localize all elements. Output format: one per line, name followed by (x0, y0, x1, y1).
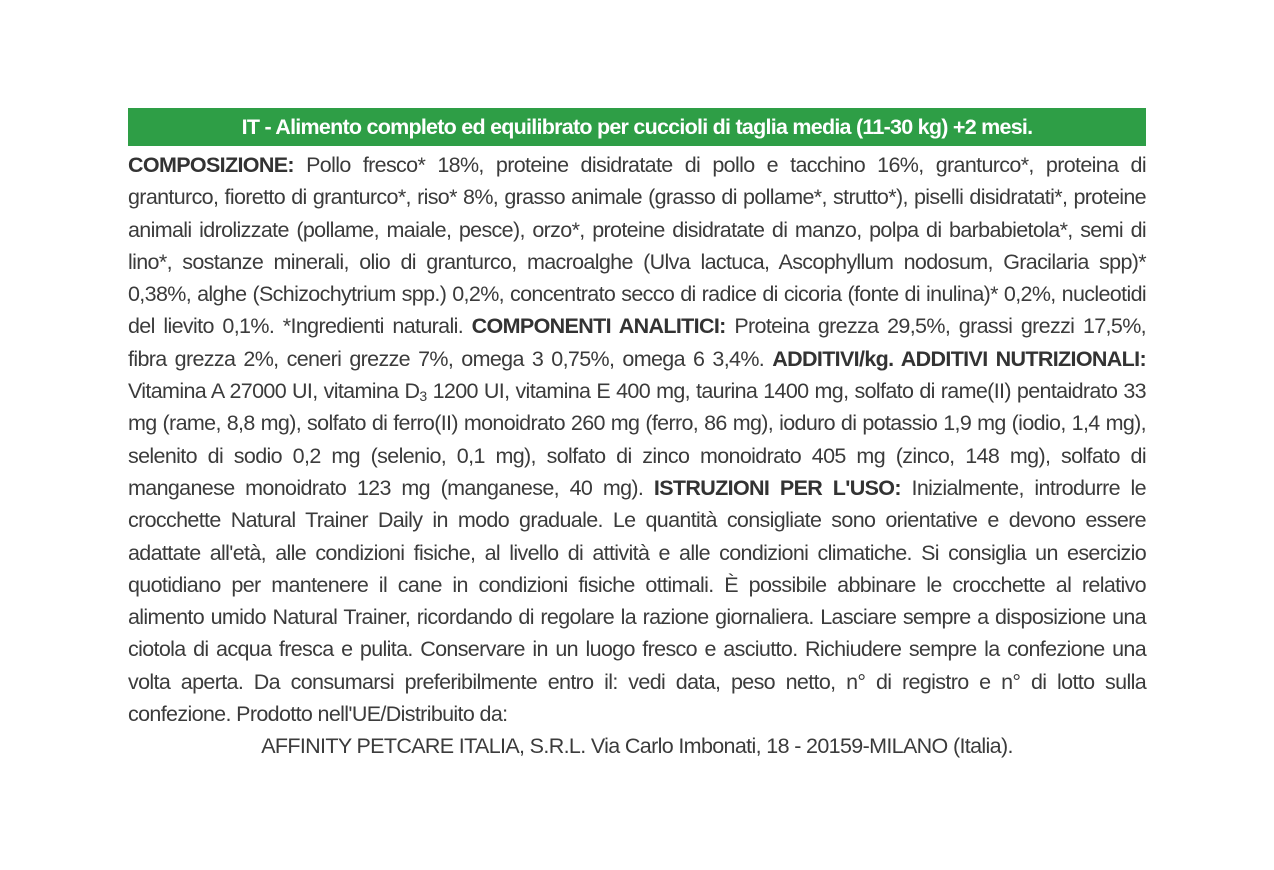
label-title: IT - Alimento completo ed equilibrato per cuccioli di taglia media (11-30 kg) +2 mesi. (241, 115, 1033, 139)
analytical-text: Proteina grezza 29,5%, grassi grezzi 17,5%, fibra grezza 2%, ceneri grezze 7%, omega 3 0,75%, omega 6 3,4%. (128, 314, 1146, 371)
additives-text-part1: Vitamina A 27000 UI, vitamina D (128, 379, 420, 404)
instructions-text: Inizialmente, introdurre le crocchette Natural Trainer Daily in modo graduale. Le quantità consigliate sono orientative e devono essere adattate all'età, alle condizioni fisiche, al livello di attività e alle condizioni climatiche. Si consiglia un esercizio quotidiano per mantenere il cane in condizioni fisiche ottimali. È possibile abbinare le crocchette al relativo alimento umido Natural Trainer, ricordando di regolare la razione giornaliera. Lasciare sempre a disposizione una ciotola di acqua fresca e pulita. Conservare in un luogo fresco e asciutto. Richiudere sempre la confezione una volta aperta. Da consumarsi preferibilmente entro il: vedi data, peso netto, n° di registro e n° di lotto sulla confezione. Prodotto nell'UE/Distribuito da: (128, 475, 1146, 727)
distributor-address: AFFINITY PETCARE ITALIA, S.R.L. Via Carlo Imbonati, 18 - 20159-MILANO (Italia). (261, 734, 1013, 759)
vitamin-d-subscript: 3 (419, 388, 427, 405)
label-body (128, 149, 1146, 730)
composition-heading: COMPOSIZIONE: (128, 153, 294, 177)
analytical-heading: COMPONENTI ANALITICI: (471, 314, 726, 339)
composition-text: Pollo fresco* 18%, proteine disidratate di pollo e tacchino 16%, granturco*, proteina di granturco, fioretto di granturco*, riso* 8%, grasso animale (grasso di pollame*, strutto*), piselli disidratati*, proteine animali idrolizzate (pollame, maiale, pesce), orzo*, proteine disidratate di manzo, polpa di barbabietola*, semi di lino*, sostanze minerali, olio di granturco, macroalghe (Ulva lactuca, Ascophyllum nodosum, Gracilaria spp)* 0,38%, alghe (Schizochytrium spp.) 0,2%, concentrato secco di radice di cicoria (fonte di inulina)* 0,2%, nucleotidi del lievito 0,1%. *Ingredienti naturali. (128, 153, 1146, 339)
product-label (128, 108, 1146, 763)
additives-text-part2: 1200 UI, vitamina E 400 mg, taurina 1400 mg, solfato di rame(II) pentaidrato 33 mg (rame, 8,8 mg), solfato di ferro(II) monoidrato 260 mg (ferro, 86 mg), ioduro di potassio 1,9 mg (iodio, 1,4 mg), selenito di sodio 0,2 mg (selenio, 0,1 mg), solfato di zinco monoidrato 405 mg (zinco, 148 mg), solfato di manganese monoidrato 123 mg (manganese, 40 mg). (128, 379, 1146, 500)
instructions-heading: ISTRUZIONI PER L'USO: (653, 475, 901, 500)
label-title-bar (128, 108, 1146, 146)
additives-heading: ADDITIVI/kg. ADDITIVI NUTRIZIONALI: (772, 346, 1147, 371)
